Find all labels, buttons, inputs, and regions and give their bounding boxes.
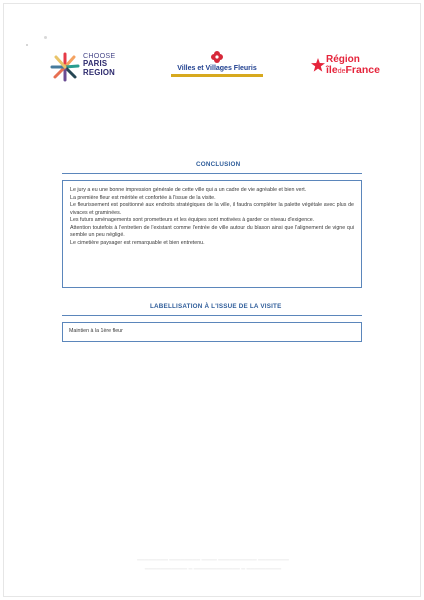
logo-word: île xyxy=(326,64,338,76)
labellisation-value: Maintien à la 1ère fleur xyxy=(69,328,123,334)
star-icon xyxy=(311,58,325,72)
conclusion-line: Le fleurissement est positionné aux endroits stratégiques de la ville, il faudra compléter la palette végétale avec plus de vivaces et graminées. xyxy=(70,202,354,216)
conclusion-box xyxy=(62,180,362,288)
conclusion-line: Les futurs aménagements sont prometteurs et les équipes sont motivées à garder ce niveau d'exigence. xyxy=(70,217,315,223)
conclusion-paragraph xyxy=(70,187,354,247)
logo-word: France xyxy=(345,64,380,76)
logo-name: Villes et Villages Fleuris xyxy=(177,65,257,72)
conclusion-line: Attention toutefois à l'entretien de l'existant comme l'entrée de ville autour du blason ainsi que l'alignement de vigne qui semble un peu négligé. xyxy=(70,224,354,238)
flower-icon xyxy=(210,50,224,64)
logo-word: de xyxy=(337,68,346,75)
logo-line xyxy=(326,64,380,76)
sunburst-icon xyxy=(50,52,80,82)
logo-line: Région xyxy=(326,54,360,65)
villes-villages-fleuris-logo xyxy=(167,50,267,82)
logo-text xyxy=(83,52,115,77)
logo-line: PARIS xyxy=(83,59,108,69)
logo-tagline-bar xyxy=(171,74,263,77)
labellisation-box xyxy=(62,322,362,342)
section-divider xyxy=(62,315,362,316)
scan-speck xyxy=(26,44,28,46)
footer-line: ▁▁▁▁▁▁▁▁ ▁▁▁▁▁▁▁▁ ▁▁▁▁ ▁▁▁▁▁▁▁▁▁▁ ▁▁▁▁▁▁▁▁ xyxy=(137,555,289,561)
labellisation-heading: LABELLISATION À L'ISSUE DE LA VISITE xyxy=(150,303,282,310)
footer-line: ▁▁▁▁▁▁▁▁▁▁▁ ▁ ▁▁▁▁▁▁▁▁▁▁▁▁ ▁ ▁▁▁▁▁▁▁▁▁ xyxy=(144,564,282,570)
conclusion-heading: CONCLUSION xyxy=(196,161,241,168)
conclusion-line: La première fleur est méritée et confortée à l'issue de la visite. xyxy=(70,194,216,201)
logo-line: CHOOSE xyxy=(83,51,116,60)
region-ile-de-france-logo xyxy=(311,52,401,82)
section-divider xyxy=(62,173,362,174)
document-page xyxy=(3,3,421,597)
conclusion-line: Le jury a eu une bonne impression générale de cette ville qui a un cadre de vie agréable et bien vert. xyxy=(70,187,307,193)
logo-line: REGION xyxy=(83,67,115,77)
choose-paris-region-logo xyxy=(50,50,140,82)
conclusion-line: Le cimetière paysager est remarquable et bien entretenu. xyxy=(70,239,205,246)
scan-speck xyxy=(44,36,47,39)
